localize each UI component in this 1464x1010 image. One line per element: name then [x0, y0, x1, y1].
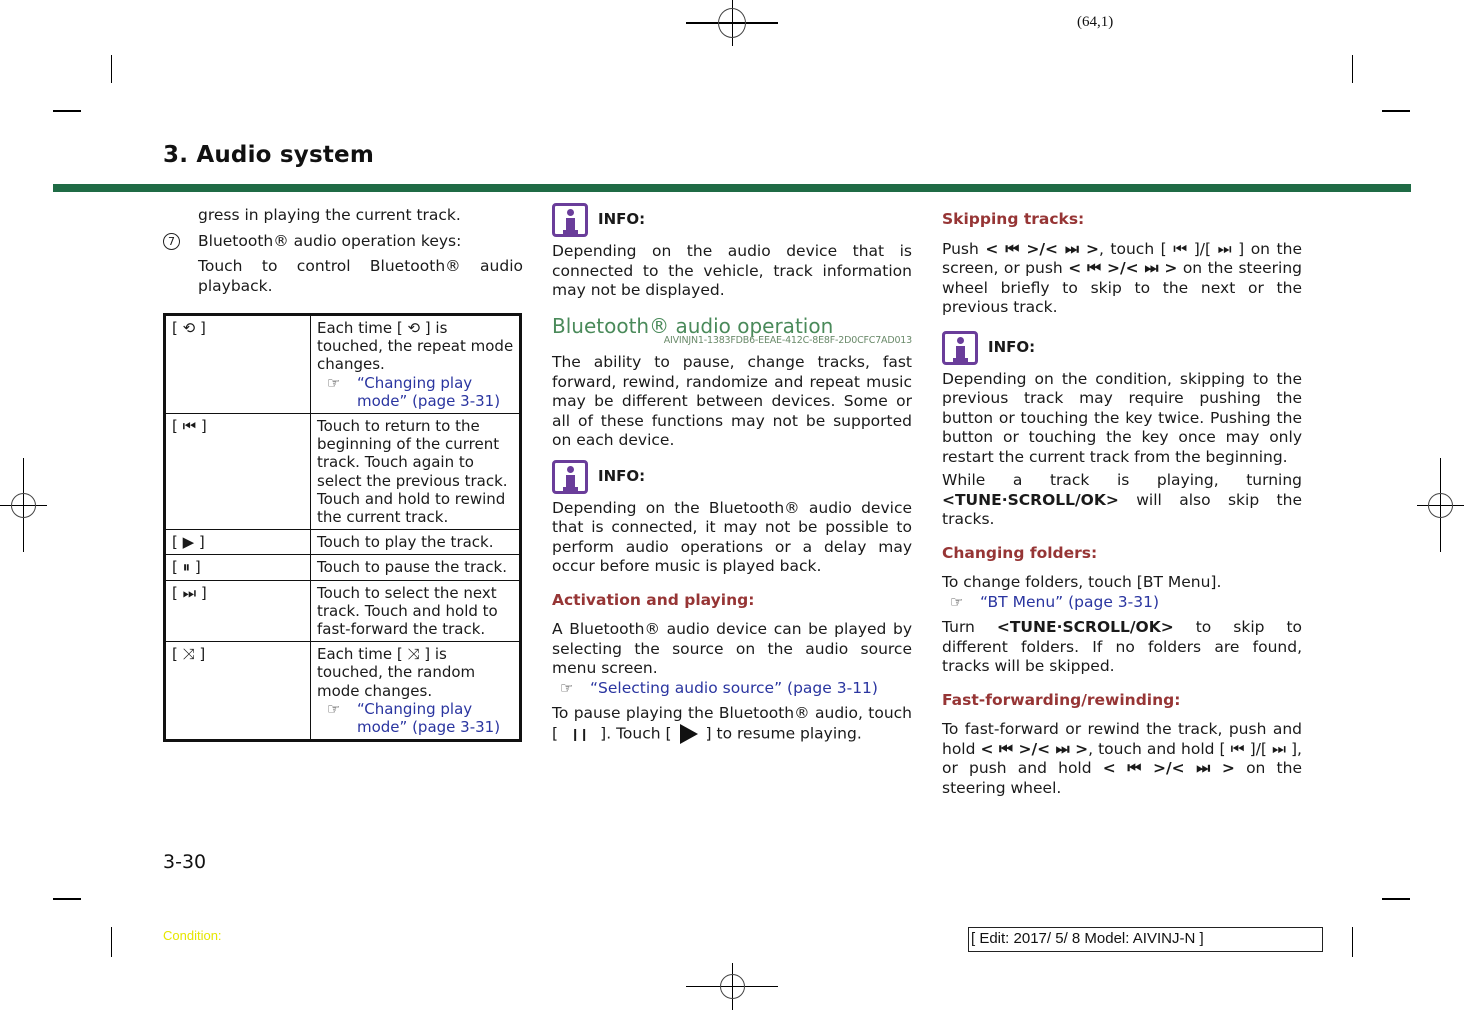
item-body: Touch to control Bluetooth® audio playback.: [198, 257, 523, 295]
play-icon: [ ▶ ]: [172, 533, 205, 552]
info-icon: [552, 203, 588, 237]
play-icon: [680, 724, 698, 744]
folders-heading: Changing folders:: [942, 543, 1098, 562]
previous-track-key: < ⏮ >: [985, 239, 1040, 258]
activation-heading: Activation and playing:: [552, 590, 755, 609]
crop-mark: [1382, 898, 1410, 900]
tune-scroll-key: <TUNE·SCROLL/OK>: [996, 618, 1174, 636]
pause-icon: [ ⏸ ]: [172, 558, 201, 577]
description-cell: Each time [ ⟲ ] is touched, the repeat mode changes. ☞ “Changing play mode” (page 3-31): [311, 315, 521, 414]
pause-icon: ❙❙: [570, 727, 589, 741]
shuffle-icon: [ ⤨ ]: [172, 645, 206, 664]
pointing-hand-icon: ☞: [560, 678, 574, 697]
info-text: Depending on the Bluetooth® audio device that is connected, it may not be possible to perform audio operations or a delay may occur before music is played back.: [552, 498, 912, 575]
description-cell: Each time [ ⤨ ] is touched, the random mode changes. ☞ “Changing play mode” (page 3-31): [311, 642, 521, 741]
key-cell: [165, 580, 311, 642]
info-box-header: [552, 459, 912, 495]
pointing-hand-icon: ☞: [327, 373, 341, 392]
edit-info-box: [ Edit: 2017/ 5/ 8 Model: AIVINJ-N ]: [968, 927, 1323, 952]
info-label: INFO:: [988, 337, 1036, 356]
skip-keys: < ⏮ >/< ⏭ >: [1102, 759, 1235, 777]
crop-mark: [1352, 55, 1353, 83]
crop-mark: [111, 927, 112, 957]
description-cell: Touch to return to the beginning of the current track. Touch again to select the previous track. Touch and hold to rewind the current track.: [311, 414, 521, 530]
column-3: [942, 208, 1302, 798]
key-cell: [165, 315, 311, 414]
page-reference: (64,1): [1077, 14, 1114, 30]
previous-track-icon: [ ⏮ ]: [172, 417, 207, 436]
crop-mark: [53, 898, 81, 900]
item-title: Bluetooth® audio operation keys:: [198, 231, 462, 250]
repeat-icon: [ ⟲ ]: [172, 319, 206, 337]
next-track-key: < ⏭ >: [1125, 259, 1178, 277]
table-row: [165, 414, 521, 530]
table-row: [165, 642, 521, 741]
info-label: INFO:: [598, 466, 646, 485]
previous-track-key: < ⏮ >: [1068, 259, 1120, 277]
next-track-icon: [ ⏭ ]: [172, 583, 207, 602]
crop-mark: [111, 55, 112, 83]
pointing-hand-icon: ☞: [327, 699, 341, 718]
description-cell: Touch to play the track.: [311, 530, 521, 555]
fast-forward-text: To fast-forward or rewind the track, push and hold < ⏮ >/< ⏭ >, touch and hold [ ⏮ ]/[ ⏭ ], or push and hold < ⏮ >/< ⏭ > on the steering wheel.: [942, 720, 1302, 797]
description-cell: Touch to pause the track.: [311, 555, 521, 580]
condition-label: Condition:: [163, 928, 222, 943]
key-cell: [165, 530, 311, 555]
skipping-text: Push < ⏮ >/< ⏭ >, touch [ ⏮ ]/[ ⏭ ] on the screen, or push < ⏮ >/< ⏭ > on the steering wheel briefly to skip to the next or the previous track.: [942, 239, 1303, 316]
crop-mark: [1382, 110, 1410, 112]
crop-mark: [1352, 927, 1353, 957]
column-2: [552, 202, 912, 745]
section-intro: The ability to pause, change tracks, fast forward, rewind, randomize and repeat music may be different between devices. Some or all of these functions may not be supported on each device.: [552, 353, 912, 449]
reference-link[interactable]: ☞ “Changing play mode” (page 3-31): [327, 373, 501, 410]
activation-text: A Bluetooth® audio device can be played by selecting the source on the audio source menu screen.: [552, 620, 912, 677]
key-cell: [165, 414, 311, 530]
section-id: AIVINJN1-1383FDB6-EEAE-412C-8E8F-2D0CFC7AD013: [663, 334, 912, 346]
item-7: [163, 232, 523, 252]
crop-mark: [53, 110, 81, 112]
info-box-header: [552, 202, 912, 238]
reference-link[interactable]: ☞ “BT Menu” (page 3-31): [950, 592, 1160, 611]
key-cell: [165, 555, 311, 580]
pointing-hand-icon: ☞: [950, 592, 964, 611]
folders-text: To change folders, touch [BT Menu].: [942, 573, 1222, 591]
chapter-title: 3. Audio system: [163, 142, 375, 168]
tune-scroll-key: <TUNE·SCROLL/OK>: [942, 490, 1119, 509]
info-text: Depending on the condition, skipping to the previous track may require pushing the button or touching the key twice. Pushing the button or touching the key once may only restart the current track from the beginning.: [942, 369, 1302, 466]
description-cell: Touch to select the next track. Touch and hold to fast-forward the track.: [311, 580, 521, 642]
registration-mark: [718, 8, 746, 38]
table-row: [165, 315, 521, 414]
next-track-key: < ⏭ >: [1044, 239, 1099, 258]
column-1: [163, 206, 523, 296]
info-text: Depending on the audio device that is connected to the vehicle, track information may not be displayed.: [552, 242, 912, 299]
continuation-text: gress in playing the current track.: [198, 206, 461, 224]
fast-forward-heading: Fast-forwarding/rewinding:: [942, 690, 1181, 709]
operation-keys-table: [163, 313, 522, 742]
tune-scroll-text: While a track is playing, turning <TUNE·SCROLL/OK> will also skip the tracks.: [942, 471, 1302, 528]
item-number: 7: [163, 232, 198, 252]
registration-mark: [720, 974, 745, 999]
turn-text: Turn <TUNE·SCROLL/OK> to skip to different folders. If no folders are found, tracks will be skipped.: [942, 618, 1303, 675]
info-box-header: [942, 330, 1302, 366]
table-row: [165, 530, 521, 555]
reference-link[interactable]: ☞ “Changing play mode” (page 3-31): [327, 699, 501, 737]
key-cell: [165, 642, 311, 741]
table-row: [165, 555, 521, 580]
reference-link[interactable]: ☞ “Selecting audio source” (page 3-11): [560, 678, 878, 697]
pause-instructions: To pause playing the Bluetooth® audio, touch [ ❙❙ ]. Touch [ ] to resume playing.: [552, 704, 912, 745]
info-icon: [942, 331, 978, 365]
page-number: 3-30: [163, 851, 207, 873]
info-icon: [552, 460, 588, 494]
skipping-heading: Skipping tracks:: [942, 210, 1085, 228]
registration-mark: [11, 493, 36, 518]
info-label: INFO:: [598, 210, 646, 229]
section-title: Bluetooth® audio operation: [552, 313, 834, 338]
table-row: [165, 580, 521, 642]
header-divider: [53, 184, 1411, 192]
registration-mark: [1428, 493, 1453, 518]
skip-keys: < ⏮ >/< ⏭ >: [980, 739, 1089, 758]
